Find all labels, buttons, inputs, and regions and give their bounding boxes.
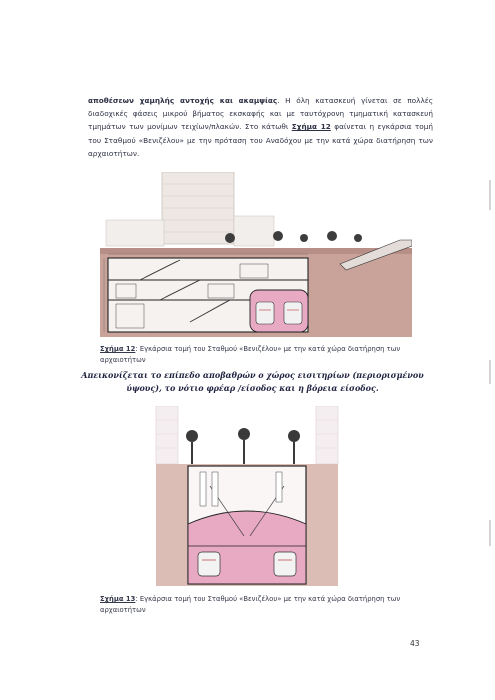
scan-edge-mark xyxy=(489,180,491,210)
paragraph-text-end: φαίνεται η εγκάρσια τομή του Σταθμού «Βενιζέλου» με την πρόταση του Αναδόχου με την κατά χώρα διατήρηση των αρχαιοτήτων. xyxy=(88,122,433,158)
figure-12-drawing xyxy=(100,172,412,337)
left-building xyxy=(156,406,178,464)
train-left-icon xyxy=(256,302,274,324)
figure-13-caption-text: : Εγκάρσια τομή του Σταθμού «Βενιζέλου» με την κατά χώρα διατήρηση των αρχαιοτήτων xyxy=(100,595,401,614)
figure-12-caption-text: : Εγκάρσια τομή του Σταθμού «Βενιζέλου» με την κατά χώρα διατήρηση των αρχαιοτήτων xyxy=(100,345,401,364)
left-facade xyxy=(106,220,164,246)
train-right-icon xyxy=(284,302,302,324)
bold-phrase: αποθέσεων χαμηλής αντοχής και ακαμψίας xyxy=(88,96,278,105)
figure-13-description: Απεικονίζεται το επίπεδο αποβαθρών ο χώρος εισιτηρίων (περιορισμένου ύψους), το νότιο φρέαρ /είσοδος και η βόρεια είσοδος. xyxy=(81,370,424,393)
paragraph-text: . Η όλη κατασκευή γίνεται σε πολλές διαδοχικές φάσεις μικρού βήματος εκσκαφής και με ταυτόχρονη τμηματική κατασκευή τμημάτων των μονίμων τειχίων/πλακών. Στο κάτωθι xyxy=(88,96,433,132)
right-building xyxy=(316,406,338,464)
figure-12-label: Σχήμα 12 xyxy=(100,345,136,353)
right-facade xyxy=(234,216,274,246)
train-right-icon xyxy=(274,552,296,576)
page-number: 43 xyxy=(410,639,420,648)
figure-12-reference: Σχήμα 12 xyxy=(291,122,331,132)
figure-13-label: Σχήμα 13 xyxy=(100,595,136,603)
scan-edge-mark xyxy=(489,520,491,546)
body-paragraph xyxy=(88,94,433,160)
train-left-icon xyxy=(198,552,220,576)
figure-12-caption xyxy=(100,344,430,366)
figure-13-caption xyxy=(100,594,430,616)
scan-edge-mark xyxy=(489,360,491,384)
street-tree-icons xyxy=(186,428,300,464)
figure-13-drawing xyxy=(148,406,348,586)
